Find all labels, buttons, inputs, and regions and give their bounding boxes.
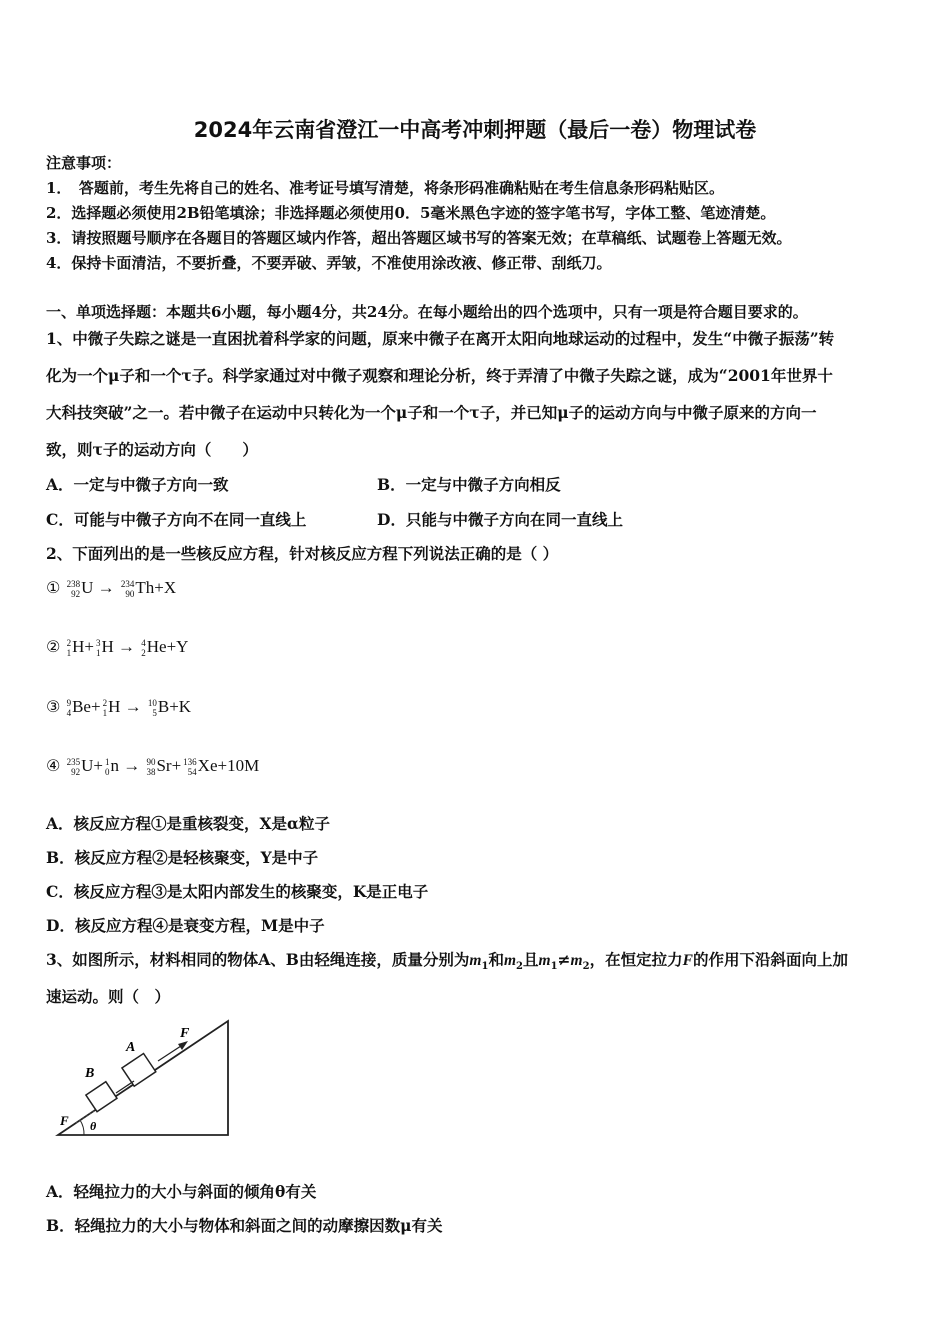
q1-option-d: D．只能与中微子方向在同一直线上: [377, 510, 623, 529]
notice-item: 1． 答题前，考生先将自己的姓名、准考证号填写清楚，将条形码准确粘贴在考生信息条形码粘贴区。: [46, 179, 724, 197]
notice-item: 2．选择题必须使用2B铅笔填涂；非选择题必须使用0．5毫米黑色字迹的签字笔书写，字体工整、笔迹清楚。: [46, 204, 776, 222]
atomic-number: 4: [66, 708, 72, 718]
q1-stem-line: 大科技突破”之一。若中微子在运动中只转化为一个μ子和一个τ子，并已知μ子的运动方向与中微子原来的方向一: [46, 403, 817, 422]
q1-option-b: B．一定与中微子方向相反: [377, 475, 561, 494]
arrow: →: [124, 697, 142, 716]
mass-symbol: m: [538, 952, 551, 969]
atomic-number: 92: [71, 767, 81, 777]
rope: [116, 1081, 134, 1093]
q2-option-a: A．核反应方程①是重核裂变，X是α粒子: [46, 814, 330, 833]
q3-stem-text: ，在恒定拉力: [589, 950, 683, 969]
q1-stem-line: 1、中微子失踪之谜是一直困扰着科学家的问题，原来中微子在离开太阳向地球运动的过程中，发生“中微子振荡”转: [46, 329, 835, 348]
notice-heading: 注意事项：: [46, 154, 122, 172]
equation-number: ④: [46, 756, 61, 775]
q3-stem-line-2: 速运动。则（ ）: [46, 987, 171, 1006]
atomic-number: 1: [95, 648, 101, 658]
q3-stem-text: 的作用下沿斜面向上加: [692, 950, 848, 969]
nuclide-symbol: Xe+10M: [197, 756, 260, 775]
force-symbol: F: [682, 952, 693, 969]
page-title: 2024年云南省澄江一中高考冲刺押题（最后一卷）物理试卷: [193, 118, 757, 142]
atomic-number: 38: [146, 767, 156, 777]
nuclide-symbol: n: [110, 756, 119, 775]
q2-option-c: C．核反应方程③是太阳内部发生的核聚变，K是正电子: [46, 882, 429, 901]
q2-stem: 2、下面列出的是一些核反应方程，针对核反应方程下列说法正确的是（ ）: [46, 544, 559, 563]
mass-symbol: m: [570, 952, 583, 969]
q1-option-c: C．可能与中微子方向不在同一直线上: [46, 510, 307, 529]
q3-stem-text: 且: [523, 950, 539, 969]
subscript: 2: [582, 961, 590, 973]
notice-item: 3．请按照题号顺序在各题目的答题区域内作答，超出答题区域书写的答案无效；在草稿纸、试题卷上答题无效。: [46, 229, 792, 247]
block-a: [122, 1053, 156, 1086]
q2-equation-2: [46, 637, 188, 658]
nuclide-symbol: Th+X: [135, 578, 177, 597]
block-b: [86, 1082, 117, 1112]
q3-option-b: B．轻绳拉力的大小与物体和斜面之间的动摩擦因数μ有关: [46, 1216, 443, 1235]
q3-stem-text: 和: [488, 950, 504, 969]
q1-stem-line: 致，则τ子的运动方向（ ）: [46, 440, 258, 459]
label-a: A: [126, 1040, 136, 1055]
atomic-number: 1: [66, 648, 72, 658]
equation-number: ②: [46, 637, 61, 656]
q3-option-a: A．轻绳拉力的大小与斜面的倾角θ有关: [46, 1182, 317, 1201]
nuclide-symbol: U: [81, 578, 94, 597]
q2-option-d: D．核反应方程④是衰变方程，M是中子: [46, 916, 325, 935]
section-heading: 一、单项选择题：本题共6小题，每小题4分，共24分。在每小题给出的四个选项中，只有一项是符合题目要求的。: [46, 303, 808, 321]
atomic-number: 2: [141, 648, 146, 658]
q3-stem-text: 3、如图所示，材料相同的物体A、B由轻绳连接，质量分别为: [46, 950, 470, 969]
atomic-number: 1: [102, 708, 108, 718]
arrow: →: [123, 756, 141, 775]
mass-number: 4: [141, 638, 146, 648]
mass-number: 234: [120, 579, 135, 589]
nuclide-symbol: Sr+: [156, 756, 182, 775]
nuclide-symbol: He+Y: [146, 637, 189, 656]
incline-diagram: [52, 1015, 237, 1140]
notice-item: 4．保持卡面清洁，不要折叠，不要弄破、弄皱，不准使用涂改液、修正带、刮纸刀。: [46, 254, 612, 272]
nuclide-symbol: U+: [81, 756, 103, 775]
nuclide-symbol: H: [101, 637, 114, 656]
nuclide-symbol: H: [108, 697, 121, 716]
label-f-top: F: [180, 1026, 190, 1041]
mass-number: 3: [95, 638, 101, 648]
q2-equation-4: [46, 756, 259, 777]
subscript: 1: [481, 961, 489, 973]
mass-symbol: m: [503, 952, 517, 969]
label-theta: θ: [90, 1119, 97, 1133]
mass-number: 1: [104, 757, 110, 767]
mass-number: 238: [66, 579, 81, 589]
label-b: B: [85, 1066, 95, 1081]
equation-number: ③: [46, 697, 61, 716]
q3-stem-line-1: [46, 948, 848, 972]
q2-option-b: B．核反应方程②是轻核聚变，Y是中子: [46, 848, 319, 867]
mass-number: 9: [66, 698, 72, 708]
mass-number: 235: [66, 757, 81, 767]
atomic-number: 0: [104, 767, 110, 777]
subscript: 2: [516, 961, 523, 973]
atomic-number: 54: [187, 767, 197, 777]
arrow: →: [118, 637, 135, 656]
not-equal-sign: ≠: [557, 950, 571, 969]
mass-number: 2: [102, 698, 108, 708]
mass-number: 2: [66, 638, 72, 648]
q1-option-a: A．一定与中微子方向一致: [46, 475, 229, 494]
mass-symbol: m: [469, 952, 482, 969]
q2-equation-3: [46, 697, 191, 718]
label-f-bottom: F: [60, 1113, 69, 1128]
nuclide-symbol: Be+: [72, 697, 101, 716]
nuclide-symbol: H+: [72, 637, 94, 656]
atomic-number: 92: [71, 589, 81, 599]
q2-equation-1: [46, 578, 176, 599]
mass-number: 90: [146, 757, 156, 767]
equation-number: ①: [46, 578, 61, 597]
nuclide-symbol: B+K: [157, 697, 192, 716]
atomic-number: 5: [152, 708, 157, 718]
atomic-number: 90: [125, 589, 135, 599]
mass-number: 10: [147, 698, 157, 708]
arrow: →: [97, 578, 115, 597]
angle-arc: [80, 1120, 84, 1135]
mass-number: 136: [183, 757, 197, 767]
q1-stem-line: 化为一个μ子和一个τ子。科学家通过对中微子观察和理论分析，终于弄清了中微子失踪之谜，成为“2001年世界十: [46, 366, 833, 385]
subscript: 1: [550, 961, 558, 973]
